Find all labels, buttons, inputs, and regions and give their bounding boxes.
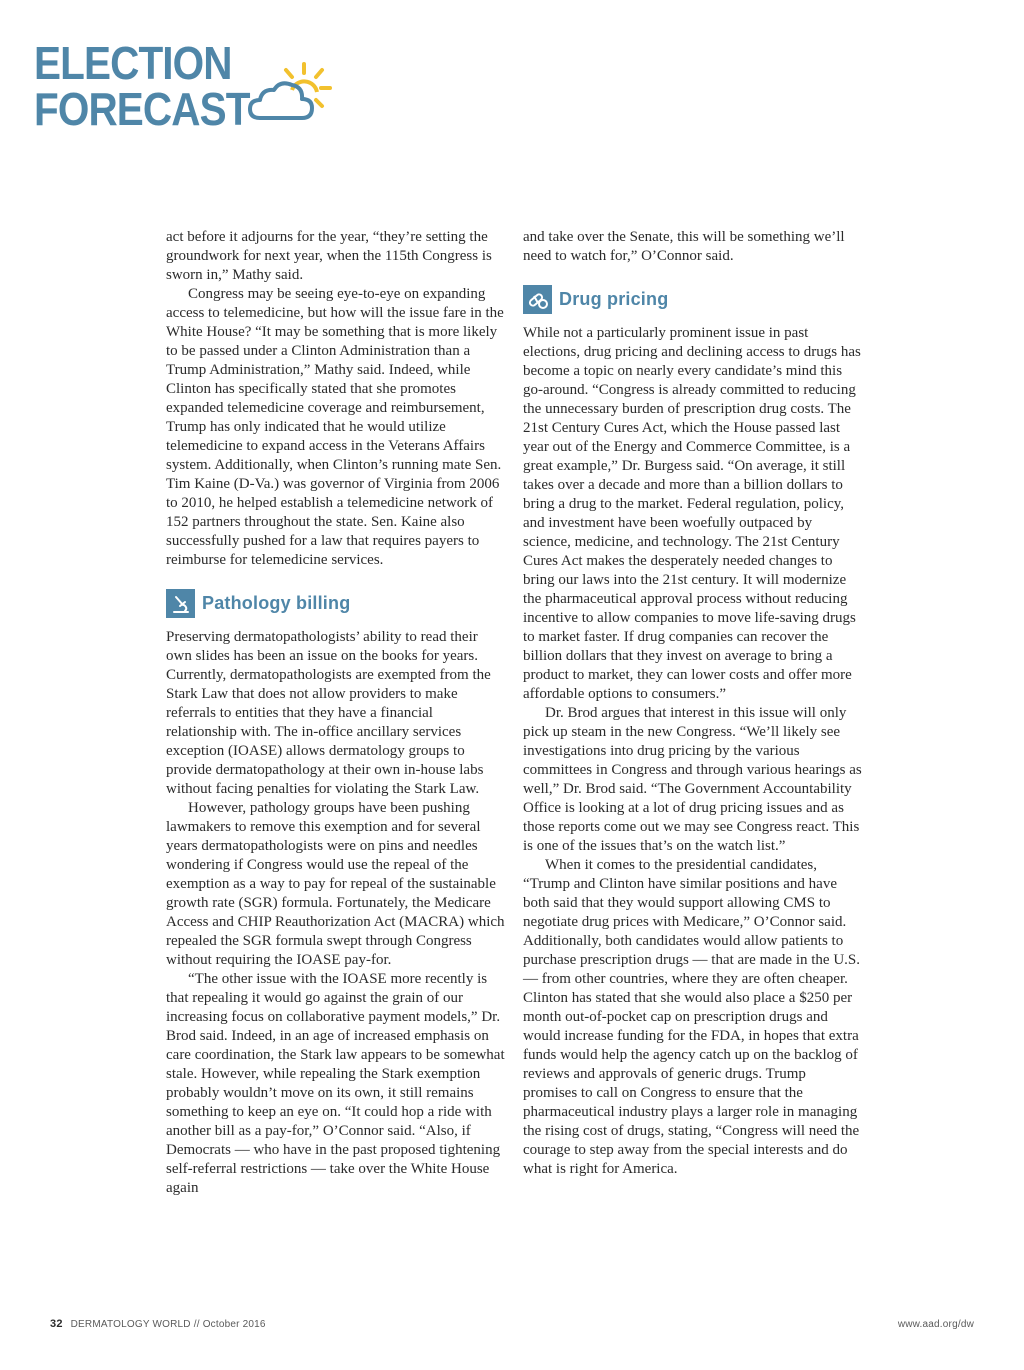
pills-icon	[523, 285, 552, 314]
microscope-icon	[166, 589, 195, 618]
cloud-sun-icon	[246, 60, 338, 135]
masthead-line-1: ELECTION	[34, 37, 232, 89]
left-column	[166, 228, 506, 1198]
left-paragraph-2: Congress may be seeing eye-to-eye on expanding access to telemedicine, but how will the issue fare in the White House? “It may be something that is more likely to be passed under a Clinton Administration than a Trump Administration,” Mathy said. Indeed, while Clinton has specifically stated that she promotes expanded telemedicine coverage and reimbursement, Trump has only indicated that he would utilize telemedicine to expand access in the Veterans Affairs system. Additionally, when Clinton’s running mate Sen. Tim Kaine (D-Va.) was governor of Virginia from 2006 to 2010, he helped establish a telemedicine network of 152 partners throughout the state. Sen. Kaine also successfully pushed for a law that requires payers to reimburse for telemedicine services.	[166, 286, 504, 568]
pathology-billing-heading	[166, 589, 506, 618]
publication-name: DERMATOLOGY WORLD	[70, 1318, 191, 1330]
masthead	[34, 37, 279, 135]
left-paragraph-4: However, pathology groups have been pushing lawmakers to remove this exemption and for several years dermatopathologists were on pins and needles wondering if Congress would use the repeal of the exemption as a way to pay for repeal of the sustainable growth rate (SGR) formula. Fortunately, the Medicare Access and CHIP Reauthorization Act (MACRA) which repealed the SGR formula swept through Congress without requiring the IOASE pay-for.	[166, 800, 505, 968]
right-column	[523, 228, 863, 1179]
masthead-line-2: FORECAST	[34, 83, 250, 135]
left-paragraph-3: Preserving dermatopathologists’ ability to read their own slides has been an issue on the books for years. Currently, dermatopathologists are exempted from the Stark Law that does not allow providers to make referrals to entities that they have a financial relationship with. The in-office ancillary services exception (IOASE) allows dermatology groups to provide dermatopathology at their own in-house labs without facing penalties for violating the Stark Law.	[166, 629, 491, 797]
footer-left	[50, 1318, 266, 1330]
right-paragraph-4: When it comes to the presidential candidates, “Trump and Clinton have similar positions and have both said that they would support allowing CMS to negotiate drug prices with Medicare,” O’Connor said. Additionally, both candidates would allow patients to purchase prescription drugs — that are made in the U.S. — from other countries, where they are often cheaper. Clinton has stated that she would also place a $250 per month out-of-pocket cap on prescription drugs and would increase funding for the FDA, in hopes that extra funds would help the agency catch up on the backlog of reviews and approvals of generic drugs. Trump promises to call on Congress to ensure that the pharmaceutical industry plays a larger role in managing the rising cost of drugs, stating, “Congress will need the courage to step away from the special interests and do what is right for America.	[523, 857, 860, 1177]
footer-separator: //	[193, 1318, 200, 1330]
right-paragraph-3: Dr. Brod argues that interest in this issue will only pick up steam in the new Congress. “We’ll likely see investigations into drug pricing by the various committees in Congress and through various hearings as well,” Dr. Brod said. “The Government Accountability Office is looking at a lot of drug pricing issues and as those reports come out we may see Congress react. This is one of the issues that’s on the watch list.”	[523, 705, 862, 854]
drug-pricing-title: Drug pricing	[559, 289, 669, 309]
issue-date: October 2016	[202, 1318, 266, 1330]
left-paragraph-5: “The other issue with the IOASE more recently is that repealing it would go against the grain of our increasing focus on collaborative payment models,” Dr. Brod said. Indeed, in an age of increased emphasis on care coordination, the Stark law appears to be somewhat stale. However, while repealing the Stark exemption probably wouldn’t move on its own, it still remains something to keep an eye on. “It could hop a ride with another bill as a pay-for,” O’Connor said. “Also, if Democrats — who have in the past proposed tightening self-referral restrictions — take over the White House again	[166, 971, 505, 1196]
page-footer	[50, 1318, 974, 1330]
page-number: 32	[50, 1318, 63, 1330]
left-paragraph-1: act before it adjourns for the year, “they’re setting the groundwork for next year, when the 115th Congress is sworn in,” Mathy said.	[166, 229, 492, 283]
footer-url: www.aad.org/dw	[897, 1318, 974, 1330]
drug-pricing-heading	[523, 285, 863, 314]
right-paragraph-2: While not a particularly prominent issue in past elections, drug pricing and declining access to drugs has become a topic on nearly every candidate’s mind this go-around. “Congress is already committed to reducing the unnecessary burden of prescription drug costs. The 21st Century Cures Act, which the House passed last year out of the Energy and Commerce Committee, is a great example,” Dr. Burgess said. “On average, it still takes over a decade and more than a billion dollars to bring a drug to the market. Federal regulation, policy, and investment have been woefully outpaced by science, medicine, and technology. The 21st Century Cures Act makes the desperately needed changes to bring our laws into the 21st century. It will modernize the pharmaceutical approval process without reducing incentive to allow companies to move life-saving drugs to market faster. If drug companies can recover the billion dollars that they invest on average to bring a product to market, they can lower costs and offer more affordable options to consumers.”	[523, 325, 861, 702]
pathology-billing-title: Pathology billing	[202, 593, 351, 613]
right-paragraph-1: and take over the Senate, this will be something we’ll need to watch for,” O’Connor said.	[523, 229, 845, 264]
